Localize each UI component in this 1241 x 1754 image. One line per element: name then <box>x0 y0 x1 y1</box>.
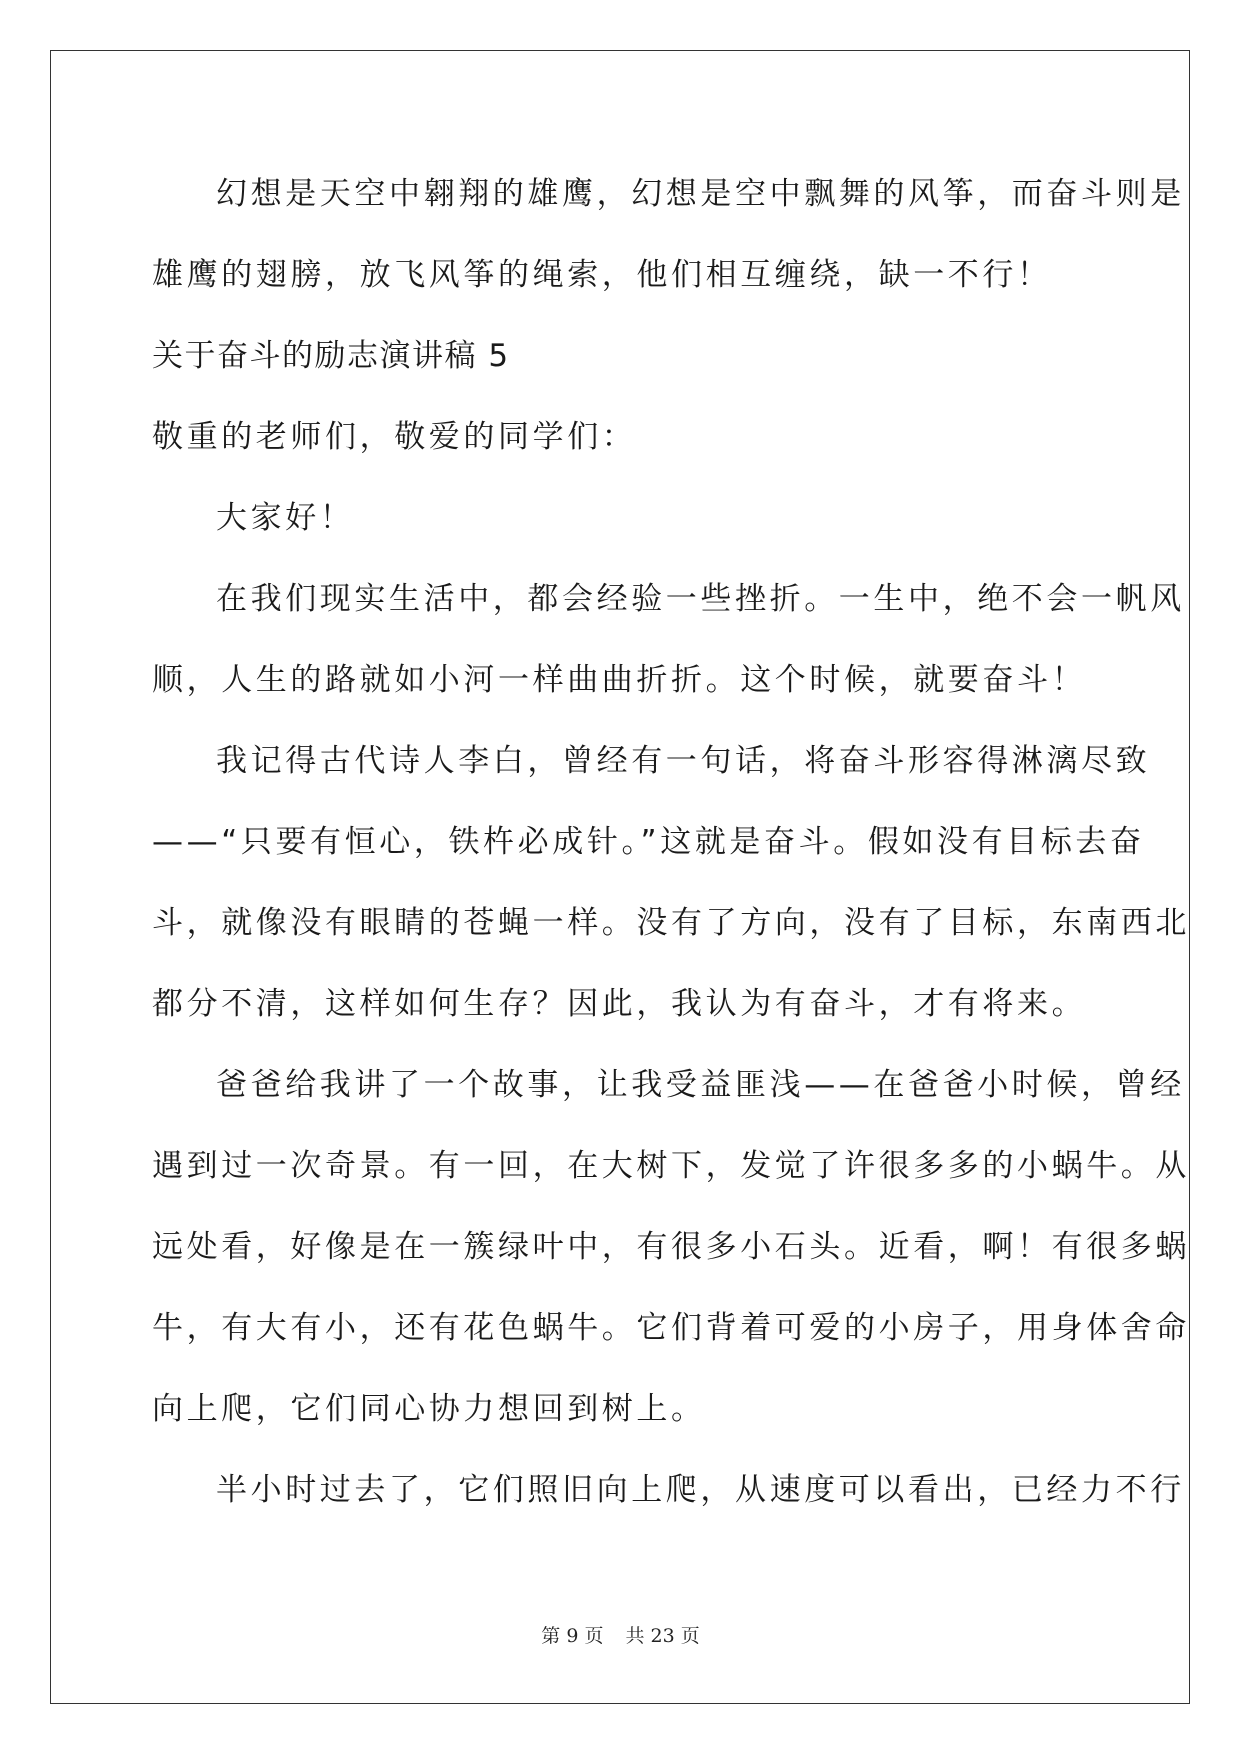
paragraph-line: 雄鹰的翅膀，放飞风筝的绳索，他们相互缠绕，缺一不行！ <box>152 257 1052 293</box>
paragraph-line: ——“只要有恒心，铁杵必成针。”这就是奋斗。假如没有目标去奋 <box>152 824 1145 860</box>
paragraph-line: 远处看，好像是在一簇绿叶中，有很多小石头。近看，啊！有很多蜗 <box>152 1229 1190 1265</box>
section-title: 关于奋斗的励志演讲稿 5 <box>152 338 510 374</box>
page-total: 共 23 页 <box>625 1625 700 1647</box>
paragraph-line: 在我们现实生活中，都会经验一些挫折。一生中，绝不会一帆风 <box>216 581 1185 617</box>
paragraph-line: 幻想是天空中翱翔的雄鹰，幻想是空中飘舞的风筝，而奋斗则是 <box>216 176 1185 212</box>
greeting-line: 大家好！ <box>216 500 355 536</box>
paragraph-line: 向上爬，它们同心协力想回到树上。 <box>152 1391 706 1427</box>
paragraph-line: 牛，有大有小，还有花色蜗牛。它们背着可爱的小房子，用身体舍命 <box>152 1310 1190 1346</box>
paragraph-line: 半小时过去了，它们照旧向上爬，从速度可以看出，已经力不行 <box>216 1472 1185 1508</box>
page-number: 第 9 页 <box>541 1625 604 1647</box>
paragraph-line: 爸爸给我讲了一个故事，让我受益匪浅——在爸爸小时候，曾经 <box>216 1067 1185 1103</box>
paragraph-line: 顺，人生的路就如小河一样曲曲折折。这个时候，就要奋斗！ <box>152 662 1087 698</box>
page-footer <box>0 1621 1241 1648</box>
paragraph-line: 遇到过一次奇景。有一回，在大树下，发觉了许很多多的小蜗牛。从 <box>152 1148 1190 1184</box>
salutation-line: 敬重的老师们，敬爱的同学们： <box>152 419 637 455</box>
paragraph-line: 斗，就像没有眼睛的苍蝇一样。没有了方向，没有了目标，东南西北 <box>152 905 1190 941</box>
document-body <box>152 165 1190 1542</box>
paragraph-line: 都分不清，这样如何生存？因此，我认为有奋斗，才有将来。 <box>152 986 1087 1022</box>
paragraph-line: 我记得古代诗人李白，曾经有一句话，将奋斗形容得淋漓尽致 <box>216 743 1151 779</box>
